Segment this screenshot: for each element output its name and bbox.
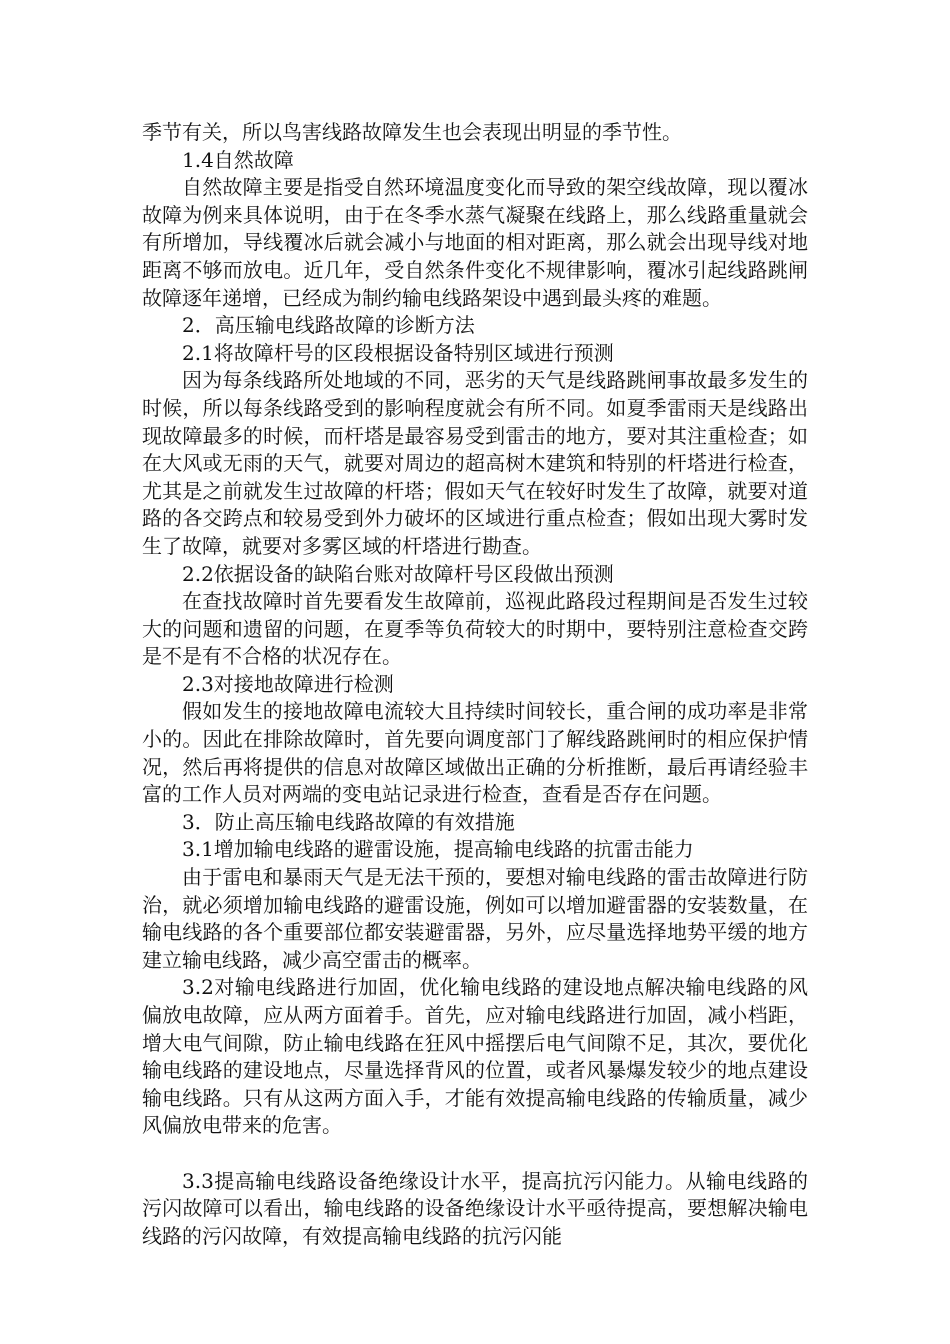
paragraph-2-2: 在查找故障时首先要看发生故障前，巡视此路段过程期间是否发生过较大的问题和遗留的问题，在夏季等负荷较大的时期中，要特别注意检查交跨是不是有不合格的状况存在。 (142, 589, 808, 669)
paragraph-natural-fault: 自然故障主要是指受自然环境温度变化而导致的架空线故障，现以覆冰故障为例来具体说明，由于在冬季水蒸气凝聚在线路上，那么线路重量就会有所增加，导线覆冰后就会减小与地面的相对距离，那么就会出现导线对地距离不够而放电。近几年，受自然条件变化不规律影响，覆冰引起线路跳闸故障逐年递增，已经成为制约输电线路架设中遇到最头疼的难题。 (142, 175, 808, 310)
heading-2-1: 2.1将故障杆号的区段根据设备特别区域进行预测 (182, 340, 614, 365)
document-page (142, 119, 808, 1250)
heading-2: 2．高压输电线路故障的诊断方法 (182, 313, 475, 338)
paragraph-3-2: 3.2对输电线路进行加固，优化输电线路的建设地点解决输电线路的风偏放电故障，应从两方面着手。首先，应对输电线路进行加固，减小档距，增大电气间隙，防止输电线路在狂风中摇摆后电气间隙不足，其次，要优化输电线路的建设地点，尽量选择背风的位置，或者风暴爆发较少的地点建设输电线路。只有从这两方面入手，才能有效提高输电线路的传输质量，减少风偏放电带来的危害。 (142, 975, 808, 1138)
paragraph-2-3: 假如发生的接地故障电流较大且持续时间较长，重合闸的成功率是非常小的。因此在排除故障时，首先要向调度部门了解线路跳闸时的相应保护情况，然后再将提供的信息对故障区域做出正确的分析推断，最后再请经验丰富的工作人员对两端的变电站记录进行检查，查看是否存在问题。 (142, 699, 808, 807)
paragraph-3-1: 由于雷电和暴雨天气是无法干预的，要想对输电线路的雷击故障进行防治，就必须增加输电线路的避雷设施，例如可以增加避雷器的安装数量，在输电线路的各个重要部位都安装避雷器，另外，应尽量选择地势平缓的地方建立输电线路，减少高空雷击的概率。 (142, 865, 808, 972)
heading-2-2: 2.2依据设备的缺陷台账对故障杆号区段做出预测 (182, 561, 614, 586)
heading-3: 3．防止高压输电线路故障的有效措施 (182, 809, 515, 834)
heading-2-3: 2.3对接地故障进行检测 (182, 671, 394, 696)
paragraph-2-1: 因为每条线路所处地域的不同，恶劣的天气是线路跳闸事故最多发生的时候，所以每条线路受到的影响程度就会有所不同。如夏季雷雨天是线路出现故障最多的时候，而杆塔是最容易受到雷击的地方，要对其注重检查；如在大风或无雨的天气，就要对周边的超高树木建筑和特别的杆塔进行检查，尤其是之前就发生过故障的杆塔；假如天气在较好时发生了故障，就要对道路的各交跨点和较易受到外力破坏的区域进行重点检查；假如出现大雾时发生了故障，就要对多雾区域的杆塔进行勘查。 (142, 368, 808, 558)
heading-3-1: 3.1增加输电线路的避雷设施，提高输电线路的抗雷击能力 (182, 837, 694, 862)
heading-1-4: 1.4自然故障 (182, 147, 294, 172)
paragraph-3-3: 3.3提高输电线路设备绝缘设计水平，提高抗污闪能力。从输电线路的污闪故障可以看出，输电线路的设备绝缘设计水平亟待提高，要想解决输电线路的污闪故障，有效提高输电线路的抗污闪能 (142, 1168, 808, 1248)
paragraph-continuation: 季节有关，所以鸟害线路故障发生也会表现出明显的季节性。 (142, 120, 682, 144)
